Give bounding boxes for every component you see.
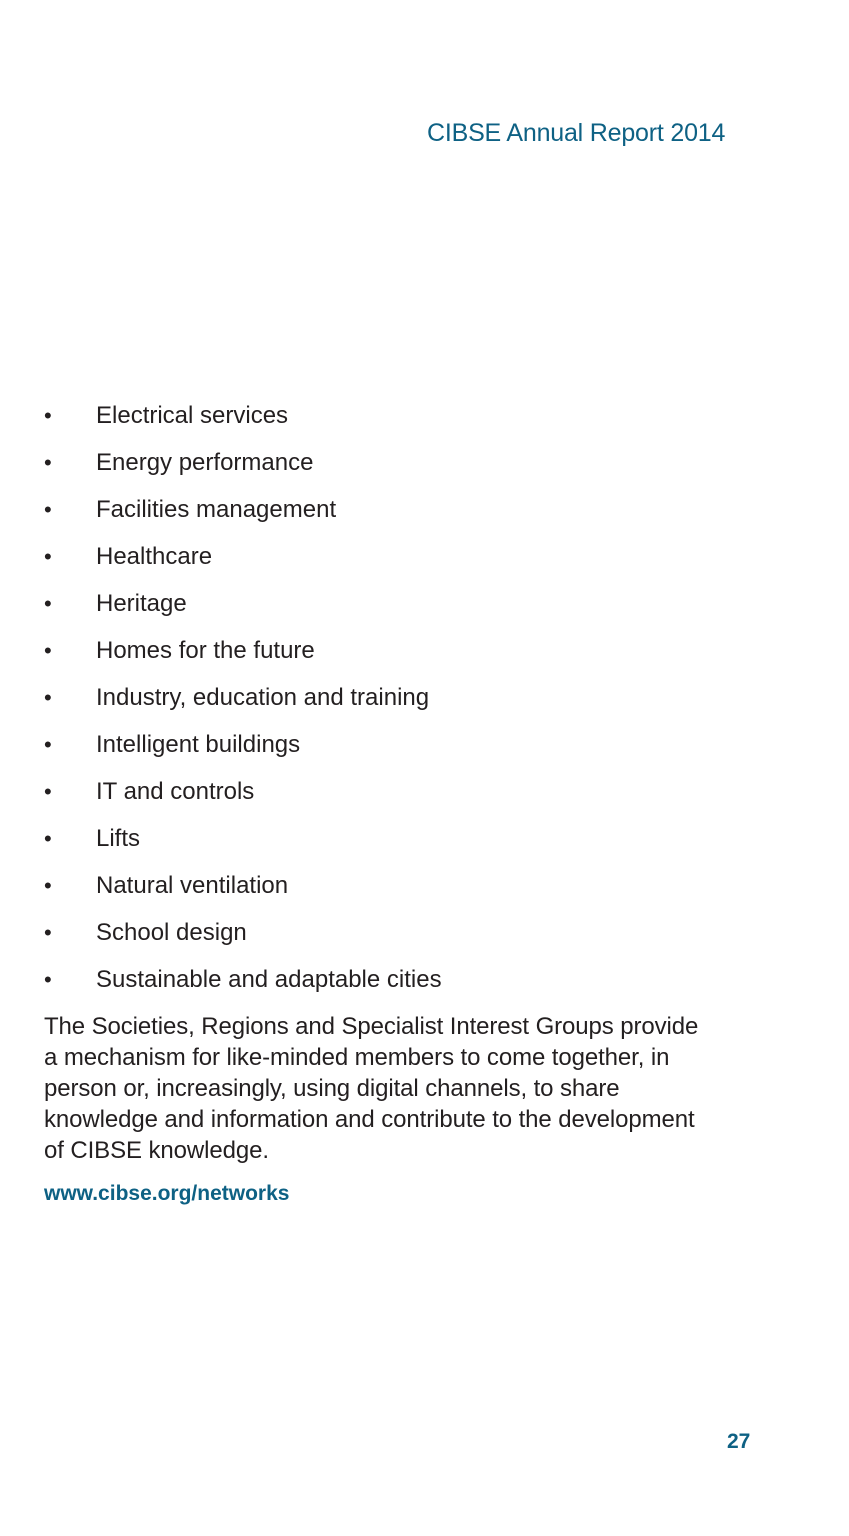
- networks-link[interactable]: www.cibse.org/networks: [44, 1182, 290, 1205]
- body-paragraph: The Societies, Regions and Specialist Interest Groups provide a mechanism for like-minded members to come together, in person or, increasingly, using digital channels, to share knowledge and information and contribute to the development of CIBSE knowledge.: [44, 1013, 699, 1164]
- bullet-icon: •: [44, 732, 52, 757]
- bullet-icon: •: [44, 544, 52, 569]
- list-item-label: Homes for the future: [96, 637, 315, 664]
- bullet-icon: •: [44, 591, 52, 616]
- list-item: [44, 585, 744, 632]
- bullet-icon: •: [44, 873, 52, 898]
- list-item: [44, 773, 744, 820]
- list-item-label: Heritage: [96, 590, 187, 617]
- list-item-label: IT and controls: [96, 778, 255, 805]
- list-item: [44, 491, 744, 538]
- list-item: [44, 679, 744, 726]
- list-item: [44, 444, 744, 491]
- list-item: [44, 538, 744, 585]
- list-item: [44, 726, 744, 773]
- list-item-label: Industry, education and training: [96, 684, 430, 711]
- list-item: [44, 632, 744, 679]
- bullet-icon: •: [44, 920, 52, 945]
- bullet-icon: •: [44, 826, 52, 851]
- report-title: CIBSE Annual Report 2014: [427, 119, 726, 147]
- list-item: [44, 867, 744, 914]
- list-item-label: Natural ventilation: [96, 872, 289, 899]
- page-number: 27: [727, 1430, 751, 1453]
- list-item-label: Healthcare: [96, 543, 213, 570]
- list-item: [44, 820, 744, 867]
- list-item-label: School design: [96, 919, 247, 946]
- bullet-icon: •: [44, 685, 52, 710]
- list-item: [44, 397, 744, 444]
- bullet-icon: •: [44, 403, 52, 428]
- list-item-label: Lifts: [96, 825, 141, 852]
- bullet-icon: •: [44, 450, 52, 475]
- list-item-label: Intelligent buildings: [96, 731, 301, 758]
- bullet-icon: •: [44, 638, 52, 663]
- list-item: [44, 914, 744, 961]
- list-item-label: Electrical services: [96, 402, 289, 429]
- bullet-icon: •: [44, 967, 52, 992]
- bullet-icon: •: [44, 779, 52, 804]
- list-item-label: Energy performance: [96, 449, 314, 476]
- bullet-icon: •: [44, 497, 52, 522]
- specialist-groups-list: [44, 397, 744, 1008]
- list-item-label: Sustainable and adaptable cities: [96, 966, 442, 993]
- list-item: [44, 961, 744, 1008]
- list-item-label: Facilities management: [96, 496, 337, 523]
